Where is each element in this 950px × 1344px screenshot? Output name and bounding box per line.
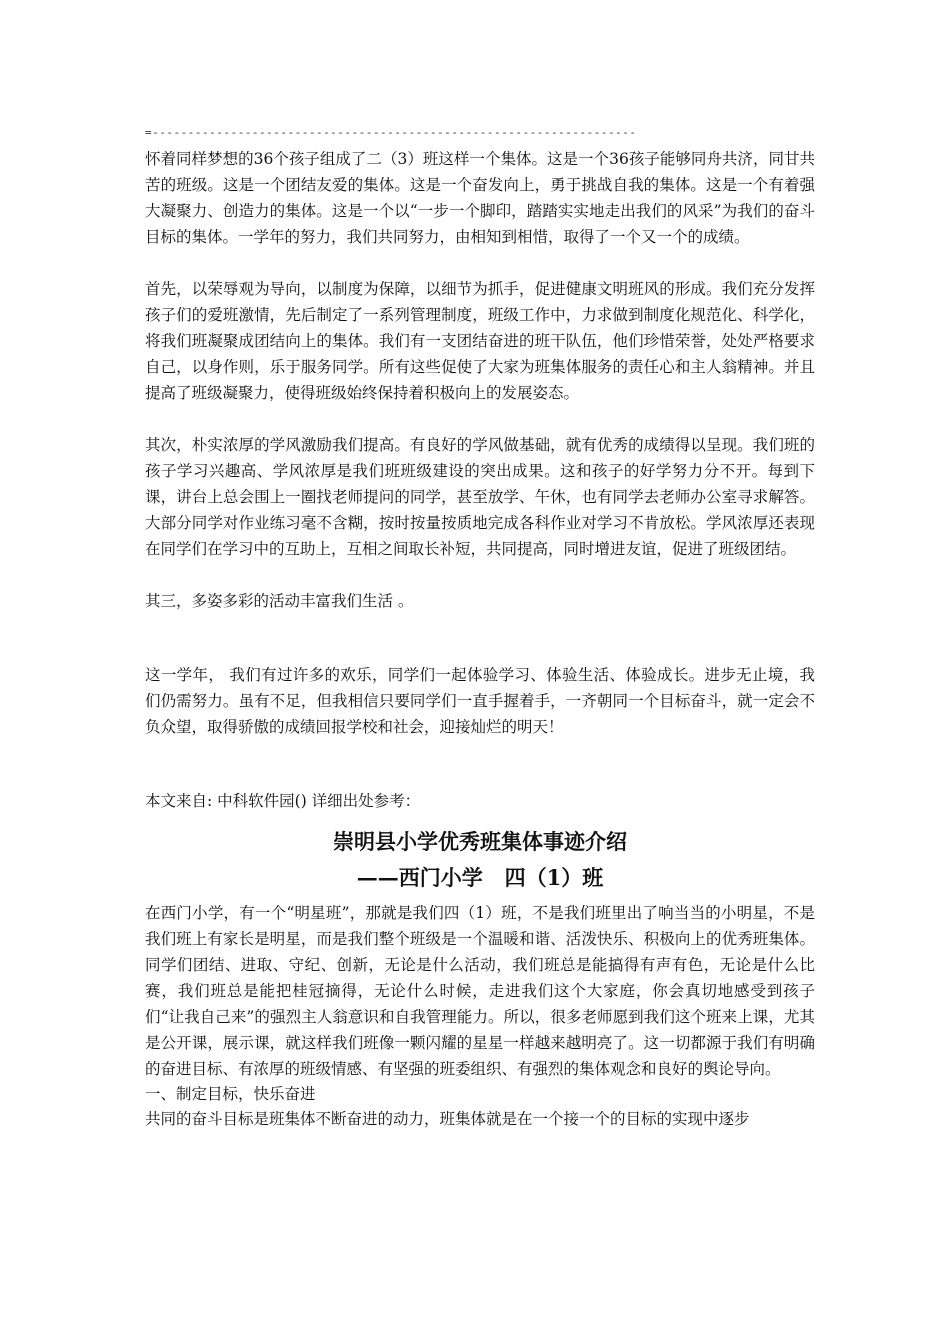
- paragraph-gap: [145, 250, 815, 276]
- article-title: 崇明县小学优秀班集体事迹介绍: [333, 829, 627, 854]
- paragraph-first-point: 首先，以荣辱观为导向，以制度为保障，以细节为抓手，促进健康文明班风的形成。我们充分发挥孩子们的爱班激情，先后制定了一系列管理制度，班级工作中，力求做到制度化规范化、科学化，将我们班凝聚成团结向上的集体。我们有一支团结奋进的班干队伍，他们珍惜荣誉，处处严格要求自己，以身作则，乐于服务同学。所有这些促使了大家为班集体服务的责任心和主人翁精神。并且提高了班级凝聚力，使得班级始终保持着积极向上的发展姿态。: [145, 280, 815, 402]
- paragraph-third-point: 其三，多姿多彩的活动丰富我们生活 。: [145, 592, 414, 610]
- article-subtitle: ——西门小学 四（1）班: [356, 865, 604, 890]
- document-page: [145, 120, 815, 1132]
- paragraph-gap: [145, 406, 815, 432]
- paragraph-gap: [145, 614, 815, 662]
- paragraph-second-point: 其次，朴实浓厚的学风激励我们提高。有良好的学风做基础，就有优秀的成绩得以呈现。我们班的孩子学习兴趣高、学风浓厚是我们班班级建设的突出成果。这和孩子的好学努力分不开。每到下课，讲台上总会围上一圈找老师提问的同学，甚至放学、午休，也有同学去老师办公室寻求解答。大部分同学对作业练习毫不含糊，按时按量按质地完成各科作业对学习不肯放松。学风浓厚还表现在同学们在学习中的互助上，互相之间取长补短，共同提高，同时增进友谊，促进了班级团结。: [145, 436, 815, 558]
- section-goals-text: 共同的奋斗目标是班集体不断奋进的动力，班集体就是在一个接一个的目标的实现中逐步: [145, 1110, 750, 1128]
- article-intro: 在西门小学，有一个“明星班”，那就是我们四（1）班，不是我们班里出了响当当的小明星，不是我们班上有家长是明星，而是我们整个班级是一个温暖和谐、活泼快乐、积极向上的优秀班集体。同学们团结、进取、守纪、创新，无论是什么活动，我们班总是能搞得有声有色，无论是什么比赛，我们班总是能把桂冠摘得，无论什么时候，走进我们这个大家庭，你会真切地感受到孩子们“让我自己来”的强烈主人翁意识和自我管理能力。所以，很多老师愿到我们这个班来上课，尤其是公开课，展示课，就这样我们班像一颗闪耀的星星一样越来越明亮了。这一切都源于我们有明确的奋进目标、有浓厚的班级情感、有坚强的班委组织、有强烈的集体观念和良好的舆论导向。: [145, 904, 815, 1078]
- paragraph-conclusion: 这一学年， 我们有过许多的欢乐，同学们一起体验学习、体验生活、体验成长。进步无止境，我们仍需努力。虽有不足，但我相信只要同学们一直手握着手，一齐朝同一个目标奋斗，就一定会不负众望，取得骄傲的成绩回报学校和社会，迎接灿烂的明天！: [145, 666, 815, 736]
- paragraph-gap: [145, 740, 815, 788]
- section-heading-goals: 一、制定目标，快乐奋进: [145, 1085, 316, 1103]
- separator-line: =--------------------------------------------------------------------: [145, 126, 637, 139]
- paragraph-gap: [145, 562, 815, 588]
- source-reference: 本文来自: 中科软件园() 详细出处参考：: [145, 792, 421, 810]
- paragraph-class-intro: 怀着同样梦想的36个孩子组成了二（3）班这样一个集体。这是一个36孩子能够同舟共济，同甘共苦的班级。这是一个团结友爱的集体。这是一个奋发向上，勇于挑战自我的集体。这是一个有着强大凝聚力、创造力的集体。这是一个以“一步一个脚印，踏踏实实地走出我们的风采”为我们的奋斗目标的集体。一学年的努力，我们共同努力，由相知到相惜，取得了一个又一个的成绩。: [145, 150, 815, 246]
